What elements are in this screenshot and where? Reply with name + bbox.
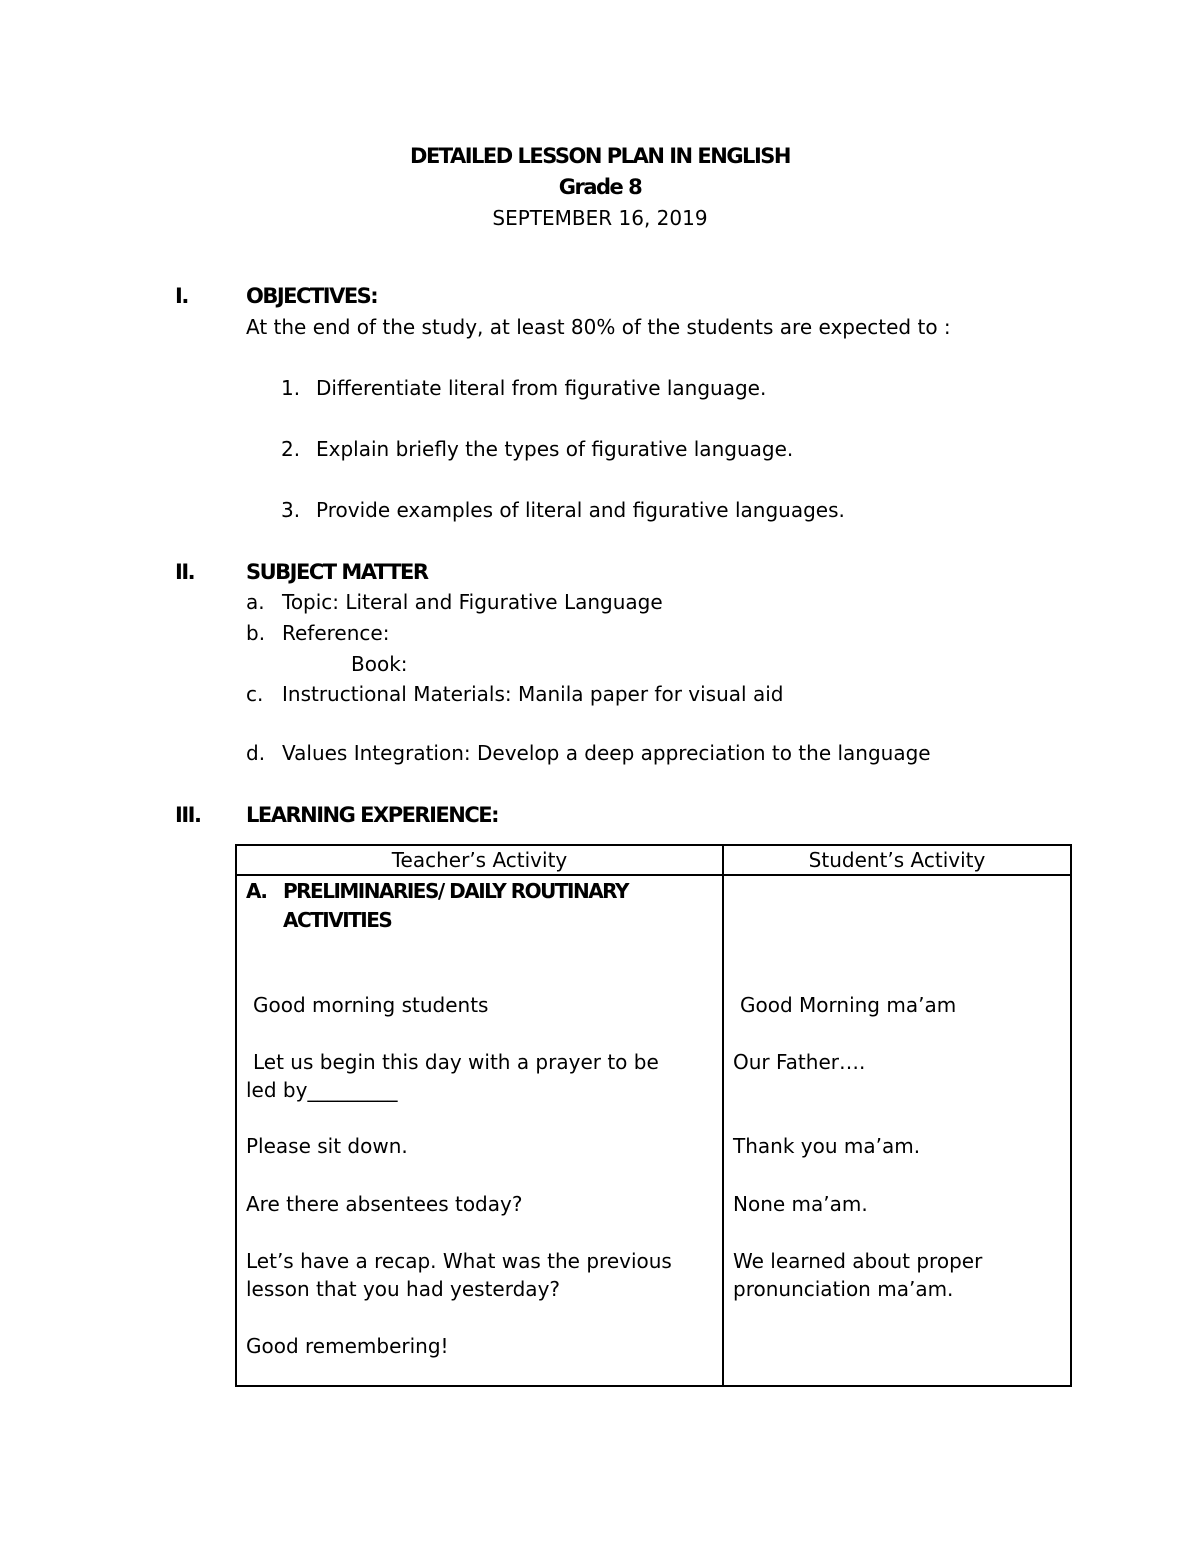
subject-matter-heading: SUBJECT MATTER <box>246 560 428 584</box>
subject-item-letter: d. <box>246 741 266 765</box>
activities-table <box>235 844 1072 1387</box>
student-recap-line-2: pronunciation ma’am. <box>733 1277 954 1301</box>
objectives-numeral: I. <box>175 284 188 308</box>
grade-level: Grade 8 <box>558 175 642 199</box>
subject-item-letter: b. <box>246 621 266 645</box>
teacher-activity-header: Teacher’s Activity <box>236 845 723 875</box>
learning-experience-heading: LEARNING EXPERIENCE: <box>246 803 498 827</box>
student-prayer: Our Father…. <box>733 1050 866 1074</box>
objective-number: 3. <box>281 498 301 522</box>
subject-item-values: Values Integration: Develop a deep appreciation to the language <box>282 741 931 765</box>
section-title-line-1: PRELIMINARIES/ DAILY ROUTINARY <box>283 879 628 903</box>
document-title: DETAILED LESSON PLAN IN ENGLISH <box>410 144 790 168</box>
objective-number: 1. <box>281 376 301 400</box>
objective-number: 2. <box>281 437 301 461</box>
objectives-intro: At the end of the study, at least 80% of the students are expected to : <box>246 315 951 339</box>
subject-item-letter: c. <box>246 682 264 706</box>
teacher-praise: Good remembering! <box>246 1334 449 1358</box>
teacher-recap-line-1: Let’s have a recap. What was the previous <box>246 1249 672 1273</box>
objective-item: Explain briefly the types of figurative language. <box>316 437 794 461</box>
section-title-line-2: ACTIVITIES <box>283 908 392 932</box>
subject-item-reference: Reference: <box>282 621 390 645</box>
teacher-greeting: Good morning students <box>253 993 489 1017</box>
table-header-row <box>236 845 1071 875</box>
section-letter: A. <box>246 879 267 903</box>
objective-item: Provide examples of literal and figurative languages. <box>316 498 845 522</box>
student-activity-header: Student’s Activity <box>723 845 1071 875</box>
table-row <box>236 875 1071 1386</box>
teacher-prayer-line-1: Let us begin this day with a prayer to be <box>253 1050 659 1074</box>
teacher-activity-cell <box>236 875 723 1386</box>
teacher-prayer-line-2: led by_________ <box>246 1078 398 1102</box>
student-thanks: Thank you ma’am. <box>733 1134 921 1158</box>
subject-item-materials: Instructional Materials: Manila paper for visual aid <box>282 682 784 706</box>
objectives-heading: OBJECTIVES: <box>246 284 378 308</box>
student-absentees: None ma’am. <box>733 1192 868 1216</box>
teacher-recap-line-2: lesson that you had yesterday? <box>246 1277 561 1301</box>
lesson-date: SEPTEMBER 16, 2019 <box>492 206 708 230</box>
objective-item: Differentiate literal from figurative language. <box>316 376 767 400</box>
subject-item-topic: Topic: Literal and Figurative Language <box>282 590 663 614</box>
teacher-absentees: Are there absentees today? <box>246 1192 523 1216</box>
teacher-sit-down: Please sit down. <box>246 1134 408 1158</box>
student-greeting: Good Morning ma’am <box>740 993 957 1017</box>
subject-item-letter: a. <box>246 590 265 614</box>
student-recap-line-1: We learned about proper <box>733 1249 983 1273</box>
subject-item-book: Book: <box>351 652 408 676</box>
learning-experience-numeral: III. <box>175 803 201 827</box>
subject-matter-numeral: II. <box>175 560 195 584</box>
student-activity-cell <box>723 875 1071 1386</box>
